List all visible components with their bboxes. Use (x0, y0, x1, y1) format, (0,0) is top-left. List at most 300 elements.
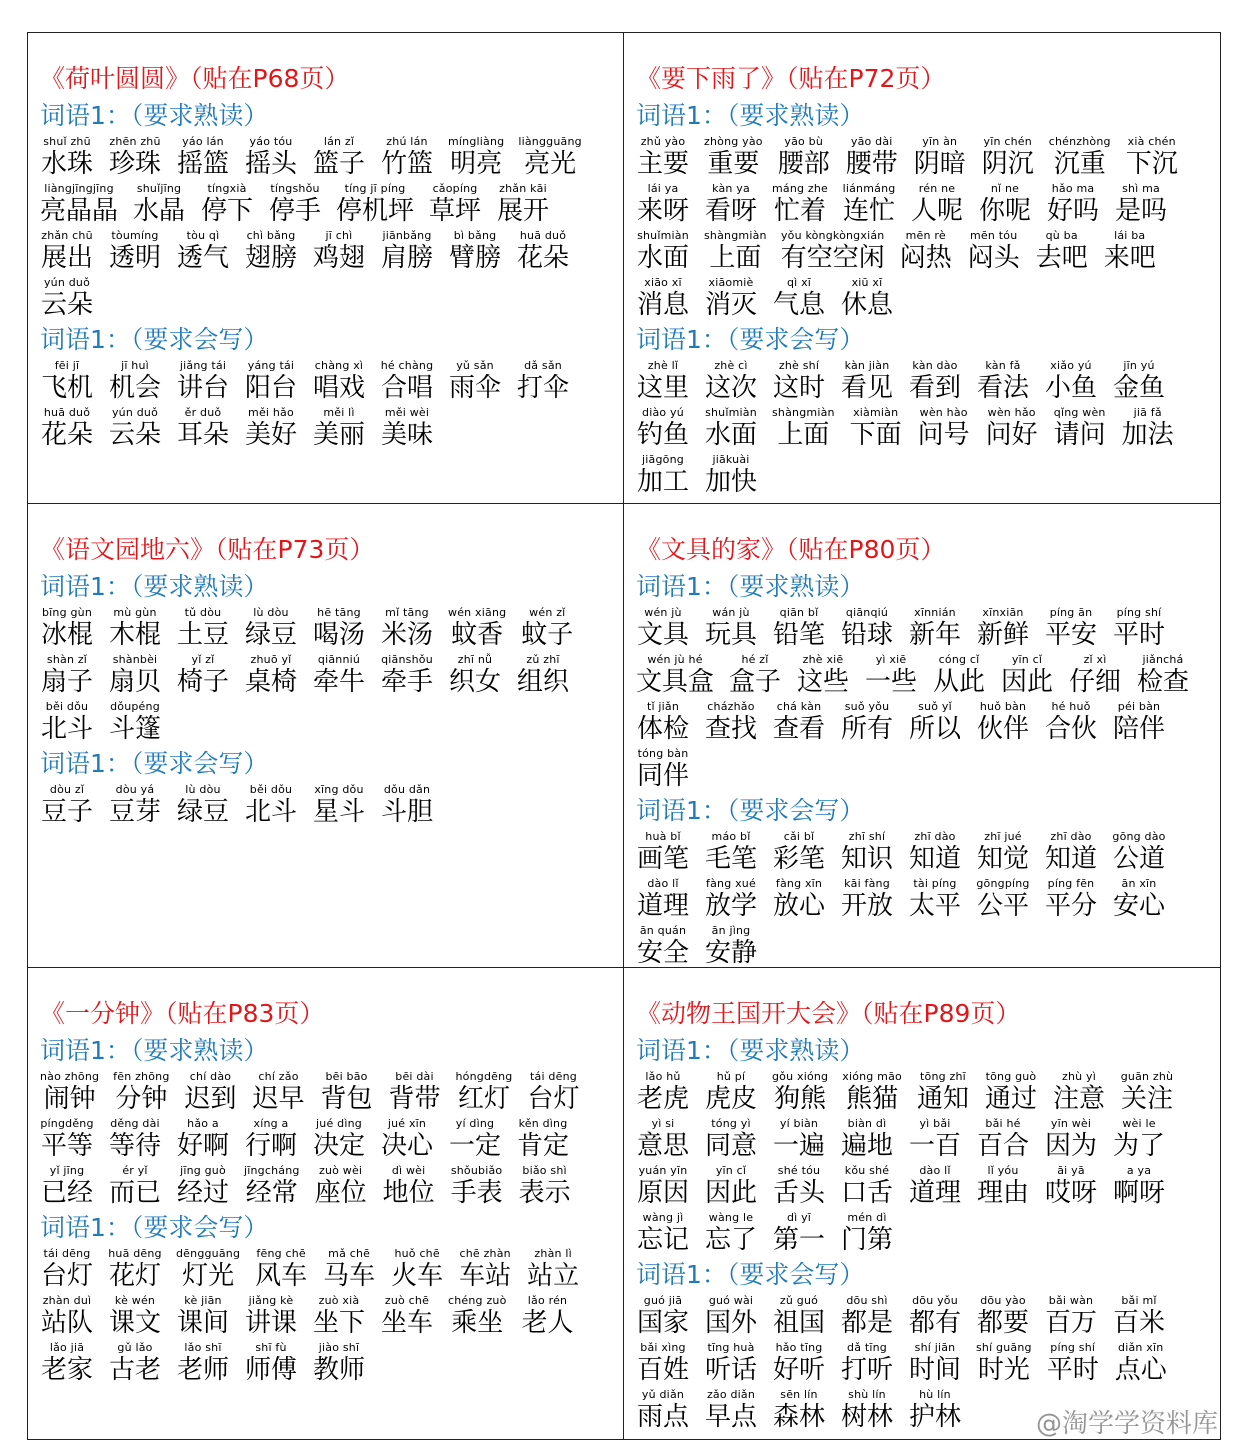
pinyin: jiāgōng (642, 453, 684, 466)
vocab-word (448, 229, 502, 276)
pinyin: āi yā (1057, 1164, 1085, 1177)
hanzi: 织女 (448, 667, 501, 697)
vocab-word (636, 1211, 690, 1258)
hanzi: 树林 (840, 1402, 893, 1432)
hanzi: 听话 (704, 1355, 757, 1385)
vocab-word (176, 783, 230, 830)
vocab-word (908, 1341, 962, 1388)
vocab-word (978, 182, 1032, 229)
hanzi: 绿豆 (244, 620, 297, 650)
hanzi: 护林 (908, 1402, 961, 1432)
hanzi: 伙伴 (976, 714, 1029, 744)
vocab-word (1044, 1294, 1098, 1341)
vocab-word (244, 1294, 298, 1341)
vocab-word (1136, 653, 1190, 700)
pinyin: dì yī (786, 1211, 812, 1224)
pinyin: sēn lín (780, 1388, 818, 1401)
vocab-word (704, 1341, 758, 1388)
pinyin: chì bǎng (246, 229, 296, 242)
hanzi: 百姓 (636, 1355, 689, 1385)
pinyin: lǐ yóu (987, 1164, 1019, 1177)
hanzi: 狗熊 (774, 1084, 827, 1114)
hanzi: 亮光 (524, 149, 577, 179)
pinyin: shuǐjīng (136, 182, 182, 195)
hanzi: 打听 (840, 1355, 893, 1385)
vocab-word (913, 135, 967, 182)
vocab-word (448, 1117, 502, 1164)
pinyin: zhī dào (1050, 830, 1092, 843)
hanzi: 问好 (985, 420, 1038, 450)
pinyin: qiānniú (317, 653, 361, 666)
vocab-word (781, 229, 885, 276)
pinyin: chénzhòng (1048, 135, 1111, 148)
word-list (40, 1070, 613, 1211)
pinyin: lù dòu (185, 783, 221, 796)
vocab-word (380, 1294, 434, 1341)
vocab-word (252, 1070, 306, 1117)
hanzi: 注意 (1052, 1084, 1105, 1114)
hanzi: 同伴 (636, 761, 689, 791)
lesson-panel (624, 32, 1221, 504)
lesson-title: 《荷叶圆圆》（贴在P68页） (40, 64, 350, 93)
hanzi: 地位 (382, 1178, 435, 1208)
vocab-word (516, 229, 570, 276)
hanzi: 透气 (176, 243, 229, 273)
vocab-word (908, 830, 962, 877)
hanzi: 安静 (704, 938, 757, 968)
hanzi: 下面 (849, 420, 902, 450)
pinyin: wàng le (708, 1211, 754, 1224)
hanzi: 这时 (772, 373, 825, 403)
pinyin: zhī dào (914, 830, 956, 843)
lesson-panel (27, 968, 624, 1440)
pinyin: zhú lán (386, 135, 428, 148)
hanzi: 亮晶晶 (40, 196, 119, 226)
pinyin: zhù yì (1061, 1070, 1096, 1083)
pinyin: shànbèi (112, 653, 158, 666)
vocab-word (40, 406, 94, 453)
vocab-word (176, 406, 230, 453)
hanzi: 星斗 (312, 797, 365, 827)
vocab-word (1112, 877, 1166, 924)
hanzi: 合唱 (380, 373, 433, 403)
pinyin: xīnnián (914, 606, 956, 619)
pinyin: máo bǐ (711, 830, 751, 843)
vocab-word (108, 1341, 162, 1388)
vocab-word (976, 1294, 1030, 1341)
hanzi: 老师 (176, 1355, 229, 1385)
pinyin: dōu shì (846, 1294, 888, 1307)
pinyin: liánmáng (842, 182, 896, 195)
hanzi: 车站 (459, 1261, 512, 1291)
vocab-word (176, 1164, 230, 1211)
vocab-word (1112, 830, 1166, 877)
hanzi: 都有 (908, 1308, 961, 1338)
pinyin: zuò xià (318, 1294, 360, 1307)
lesson-title: 《语文园地六》（贴在P73页） (40, 535, 375, 564)
hanzi: 背包 (320, 1084, 373, 1114)
pinyin: lái ba (1114, 229, 1146, 242)
hanzi: 祖国 (772, 1308, 825, 1338)
vocab-word (636, 924, 690, 968)
lesson-panel (27, 32, 624, 504)
hanzi: 虎皮 (704, 1084, 757, 1114)
hanzi: 熊猫 (846, 1084, 899, 1114)
pinyin: zhè cì (714, 359, 748, 372)
hanzi: 台灯 (40, 1261, 93, 1291)
vocab-word (908, 1117, 962, 1164)
pinyin: jī huì (121, 359, 149, 372)
vocab-word (1044, 1117, 1098, 1164)
section-heading: 词语1：（要求熟读） (636, 1036, 865, 1065)
hanzi: 鸡翅 (312, 243, 365, 273)
vocab-word (320, 1070, 374, 1117)
vocab-word (840, 1117, 894, 1164)
vocab-word (516, 359, 570, 406)
pinyin: zhǔ yào (640, 135, 686, 148)
hanzi: 机会 (108, 373, 161, 403)
hanzi: 明亮 (450, 149, 503, 179)
hanzi: 已经 (40, 1178, 93, 1208)
hanzi: 老虎 (636, 1084, 689, 1114)
hanzi: 牵牛 (312, 667, 365, 697)
pinyin: fēng chē (256, 1247, 306, 1260)
hanzi: 讲台 (176, 373, 229, 403)
pinyin: qǐng wèn (1053, 406, 1106, 419)
pinyin: jiǎng tái (179, 359, 227, 372)
hanzi: 看见 (840, 373, 893, 403)
pinyin: lǎo hǔ (645, 1070, 681, 1083)
hanzi: 知觉 (976, 844, 1029, 874)
vocab-word (704, 229, 767, 276)
vocab-word (704, 606, 758, 653)
vocab-word (176, 1117, 230, 1164)
vocab-word (967, 229, 1021, 276)
pinyin: lù dòu (253, 606, 289, 619)
pinyin: tǔ dòu (184, 606, 222, 619)
vocab-word (108, 700, 162, 747)
pinyin: mǎ chē (328, 1247, 371, 1260)
pinyin: hē tāng (317, 606, 361, 619)
pinyin: huā dēng (108, 1247, 162, 1260)
hanzi: 迟早 (252, 1084, 305, 1114)
hanzi: 打伞 (516, 373, 569, 403)
pinyin: kāi fàng (844, 877, 890, 890)
vocab-word (772, 606, 826, 653)
vocab-word (428, 182, 482, 229)
hanzi: 时光 (977, 1355, 1030, 1385)
hanzi: 火车 (391, 1261, 444, 1291)
pinyin: mǐ tāng (385, 606, 429, 619)
vocab-word (516, 1117, 570, 1164)
vocab-word (176, 135, 230, 182)
pinyin: liàngjīngjīng (44, 182, 114, 195)
pinyin: bǎi wàn (1048, 1294, 1094, 1307)
pinyin: fàng xīn (775, 877, 823, 890)
vocab-word (772, 1388, 826, 1435)
pinyin: qù ba (1045, 229, 1078, 242)
hanzi: 放学 (704, 891, 757, 921)
vocab-word (380, 653, 434, 700)
pinyin: xiāomiè (708, 276, 754, 289)
section-heading: 词语1：（要求会写） (40, 749, 269, 778)
pinyin: zhè shí (778, 359, 820, 372)
vocab-word (840, 1294, 894, 1341)
hanzi: 好吗 (1047, 196, 1100, 226)
hanzi: 加法 (1121, 420, 1174, 450)
hanzi: 木棍 (108, 620, 161, 650)
pinyin: máng zhe (772, 182, 829, 195)
pinyin: tíngxià (207, 182, 247, 195)
vocab-word (849, 406, 903, 453)
vocab-word (314, 1164, 368, 1211)
hanzi: 安心 (1112, 891, 1165, 921)
vocab-word (772, 359, 826, 406)
pinyin: xíng a (253, 1117, 289, 1130)
vocab-word (521, 1294, 575, 1341)
vocab-word (108, 229, 162, 276)
vocab-word (108, 653, 162, 700)
pinyin: tòu qì (186, 229, 220, 242)
pinyin: chí dào (189, 1070, 232, 1083)
hanzi: 公道 (1112, 844, 1165, 874)
pinyin: ān quán (639, 924, 687, 937)
vocab-word (908, 1388, 962, 1435)
pinyin: bǎi mǐ (1121, 1294, 1157, 1307)
vocab-word (520, 606, 574, 653)
hanzi: 摇头 (244, 149, 297, 179)
vocab-word (40, 1341, 94, 1388)
pinyin: yīn àn (922, 135, 958, 148)
vocab-word (772, 1070, 828, 1117)
vocab-word (1112, 359, 1166, 406)
vocab-word (312, 606, 366, 653)
pinyin: hé chàng (380, 359, 434, 372)
hanzi: 去吧 (1035, 243, 1088, 273)
pinyin: suǒ yǒu (844, 700, 890, 713)
vocab-word (976, 1341, 1032, 1388)
hanzi: 铅球 (840, 620, 893, 650)
pinyin: mēn rè (905, 229, 946, 242)
vocab-word (636, 229, 690, 276)
pinyin: wén zǐ (529, 606, 566, 619)
pinyin: yuán yīn (638, 1164, 688, 1177)
vocab-word (908, 359, 962, 406)
pinyin: yǔ sǎn (456, 359, 494, 372)
hanzi: 是吗 (1115, 196, 1168, 226)
pinyin: dōu yào (980, 1294, 1026, 1307)
pinyin: kàn jiàn (844, 359, 890, 372)
pinyin: kè wén (114, 1294, 156, 1307)
pinyin: yīn chén (983, 135, 1032, 148)
vocab-word (108, 406, 162, 453)
hanzi: 斗篷 (108, 714, 161, 744)
hanzi: 座位 (314, 1178, 367, 1208)
hanzi: 文具盒 (636, 667, 715, 697)
hanzi: 沉重 (1053, 149, 1106, 179)
vocab-word (910, 182, 964, 229)
vocab-word (448, 653, 502, 700)
hanzi: 哎呀 (1044, 1178, 1097, 1208)
section-heading: 词语1：（要求熟读） (40, 572, 269, 601)
hanzi: 平时 (1112, 620, 1165, 650)
pinyin: bīng gùn (41, 606, 92, 619)
vocab-word (636, 877, 690, 924)
vocab-word (704, 1388, 758, 1435)
vocab-word (40, 1117, 94, 1164)
hanzi: 牵手 (380, 667, 433, 697)
pinyin: tōng zhī (920, 1070, 966, 1083)
vocab-word (636, 182, 690, 229)
hanzi: 篮子 (312, 149, 365, 179)
hanzi: 透明 (108, 243, 161, 273)
vocab-word (132, 182, 186, 229)
pinyin: huǒ bàn (979, 700, 1027, 713)
hanzi: 冰棍 (40, 620, 93, 650)
vocab-word (704, 453, 758, 500)
hanzi: 豆子 (40, 797, 93, 827)
hanzi: 绿豆 (176, 797, 229, 827)
vocab-word (244, 653, 298, 700)
vocab-word (976, 606, 1030, 653)
hanzi: 新鲜 (976, 620, 1029, 650)
hanzi: 盒子 (729, 667, 782, 697)
pinyin: dǒu dǎn (383, 783, 431, 796)
pinyin: zǔ zhī (526, 653, 560, 666)
vocab-word (704, 182, 758, 229)
hanzi: 休息 (840, 290, 893, 320)
hanzi: 安全 (636, 938, 689, 968)
hanzi: 云朵 (108, 420, 161, 450)
vocab-word (984, 1070, 1038, 1117)
word-list (636, 135, 1210, 323)
hanzi: 公平 (976, 891, 1029, 921)
hanzi: 早点 (704, 1402, 757, 1432)
hanzi: 时间 (908, 1355, 961, 1385)
pinyin: mù gùn (113, 606, 157, 619)
pinyin: tóng bàn (637, 747, 689, 760)
hanzi: 森林 (772, 1402, 825, 1432)
hanzi: 迟到 (184, 1084, 237, 1114)
pinyin: guān zhù (1120, 1070, 1174, 1083)
vocab-word (1044, 700, 1098, 747)
vocab-word (200, 182, 254, 229)
lesson-panel (624, 968, 1221, 1440)
vocab-word (113, 1070, 169, 1117)
pinyin: ān xīn (1121, 877, 1157, 890)
vocab-word (1044, 1164, 1098, 1211)
vocab-word (976, 830, 1030, 877)
hanzi: 加快 (704, 467, 757, 497)
vocab-word (380, 606, 434, 653)
pinyin: yí dìng (455, 1117, 495, 1130)
hanzi: 道理 (636, 891, 689, 921)
pinyin: jué dìng (316, 1117, 362, 1130)
hanzi: 一定 (448, 1131, 501, 1161)
hanzi: 百合 (976, 1131, 1029, 1161)
pinyin: shàn zǐ (46, 653, 88, 666)
pinyin: lǎo rén (527, 1294, 568, 1307)
vocab-word (322, 1247, 376, 1294)
pinyin: shī fù (255, 1341, 287, 1354)
vocab-word (382, 1164, 436, 1211)
hanzi: 珍珠 (108, 149, 161, 179)
hanzi: 一遍 (772, 1131, 825, 1161)
vocab-word (908, 700, 962, 747)
hanzi: 桌椅 (244, 667, 297, 697)
pinyin: zhī nǚ (457, 653, 493, 666)
vocab-word (636, 135, 690, 182)
hanzi: 通知 (916, 1084, 969, 1114)
hanzi: 翅膀 (244, 243, 297, 273)
pinyin: ěr duǒ (184, 406, 222, 419)
pinyin: guó wài (708, 1294, 754, 1307)
pinyin: shàngmiàn (704, 229, 767, 242)
vocab-word (244, 606, 298, 653)
hanzi: 关注 (1120, 1084, 1173, 1114)
pinyin: yǐ zǐ (191, 653, 215, 666)
pinyin: yì bǎi (919, 1117, 951, 1130)
vocab-word (108, 783, 162, 830)
word-list (636, 359, 1210, 500)
pinyin: tǐ jiǎn (646, 700, 680, 713)
pinyin: jiǎnchá (1142, 653, 1184, 666)
hanzi: 知识 (840, 844, 893, 874)
section-heading: 词语1：（要求会写） (40, 1213, 269, 1242)
pinyin: yīn cǐ (715, 1164, 747, 1177)
pinyin: zhī shí (848, 830, 886, 843)
pinyin: yáng tái (247, 359, 295, 372)
hanzi: 体检 (636, 714, 689, 744)
word-list (40, 1247, 613, 1388)
vocab-word (840, 877, 894, 924)
vocab-word (772, 1164, 826, 1211)
vocab-word (1049, 135, 1111, 182)
pinyin: tái dēng (530, 1070, 577, 1083)
pinyin: shù lín (848, 1388, 886, 1401)
pinyin: chéng zuò (448, 1294, 507, 1307)
vocab-word (448, 135, 504, 182)
vocab-word (1046, 182, 1100, 229)
hanzi: 平分 (1044, 891, 1097, 921)
hanzi: 消灭 (704, 290, 757, 320)
pinyin: cǎi bǐ (783, 830, 815, 843)
vocab-word (1112, 700, 1166, 747)
pinyin: zǔ guó (779, 1294, 819, 1307)
vocab-word (40, 783, 94, 830)
word-list (636, 1070, 1210, 1258)
pinyin: dōu yǒu (912, 1294, 958, 1307)
vocab-word (448, 359, 502, 406)
hanzi: 闹钟 (43, 1084, 96, 1114)
pinyin: dēngguāng (176, 1247, 241, 1260)
hanzi: 同意 (704, 1131, 757, 1161)
hanzi: 斗胆 (380, 797, 433, 827)
vocab-word (184, 1070, 238, 1117)
vocab-word (40, 359, 94, 406)
hanzi: 一百 (908, 1131, 961, 1161)
hanzi: 豆芽 (108, 797, 161, 827)
pinyin: fēi jī (54, 359, 80, 372)
hanzi: 站队 (40, 1308, 93, 1338)
vocab-word (496, 182, 550, 229)
hanzi: 椅子 (176, 667, 229, 697)
pinyin: míngliàng (448, 135, 505, 148)
pinyin: hǎo a (187, 1117, 219, 1130)
pinyin: qiānqiú (845, 606, 889, 619)
pinyin: lán zǐ (323, 135, 355, 148)
hanzi: 停下 (201, 196, 254, 226)
